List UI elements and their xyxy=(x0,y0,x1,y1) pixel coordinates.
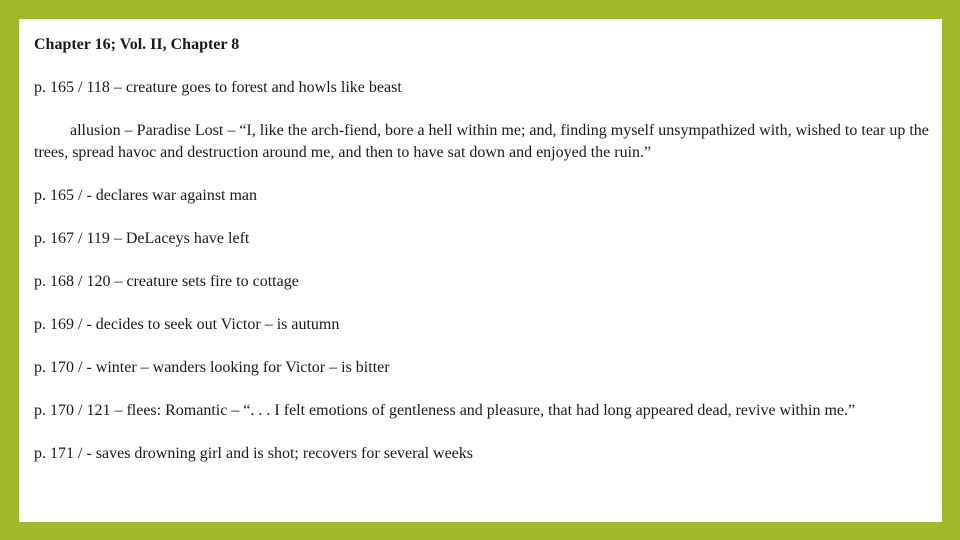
note-item-romantic-quote: p. 170 / 121 – flees: Romantic – “. . . I felt emotions of gentleness and pleasure, that had long appeared dead, revive within me.” xyxy=(34,402,856,419)
note-item: p. 165 / - declares war against man xyxy=(34,187,258,204)
slide-content-area xyxy=(19,19,942,522)
chapter-title: Chapter 16; Vol. II, Chapter 8 xyxy=(34,36,240,53)
note-item: p. 170 / - winter – wanders looking for Victor – is bitter xyxy=(34,359,390,376)
note-item: p. 165 / 118 – creature goes to forest and howls like beast xyxy=(34,79,402,96)
note-item: p. 171 / - saves drowning girl and is shot; recovers for several weeks xyxy=(34,445,473,462)
note-item-allusion: allusion – Paradise Lost – “I, like the arch-fiend, bore a hell within me; and, finding myself unsympathized with, wished to tear up the trees, spread havoc and destruction around me, and then to have sat down and enjoyed the ruin.” xyxy=(34,122,929,161)
notes-text-block xyxy=(34,34,933,486)
note-item: p. 167 / 119 – DeLaceys have left xyxy=(34,230,250,247)
note-item: p. 169 / - decides to seek out Victor – is autumn xyxy=(34,316,340,333)
note-item: p. 168 / 120 – creature sets fire to cottage xyxy=(34,273,299,290)
